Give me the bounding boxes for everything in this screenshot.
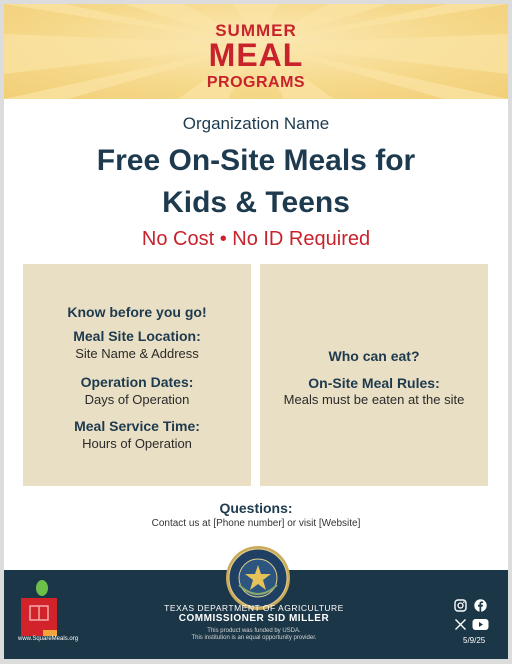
agency-name: TEXAS DEPARTMENT OF AGRICULTURE: [164, 603, 344, 613]
subtitle: No Cost • No ID Required: [141, 228, 371, 250]
funding-statement: This product was funded by USDA.: [207, 628, 301, 634]
organization-name: Organization Name: [182, 114, 330, 133]
x-icon[interactable]: [454, 618, 467, 631]
facebook-icon[interactable]: [474, 599, 487, 612]
rules-label: On-Site Meal Rules:: [308, 375, 440, 391]
rules-value: Meals must be eaten at the site: [283, 392, 465, 407]
page-title-line1: Free On-Site Meals for: [96, 144, 416, 177]
commissioner-name: COMMISSIONER SID MILLER: [178, 613, 330, 624]
panel-heading: Know before you go!: [67, 304, 207, 320]
tda-seal-icon: [225, 545, 291, 611]
squaremeals-logo: [18, 578, 62, 638]
youtube-icon[interactable]: [472, 618, 489, 631]
location-value: Site Name & Address: [75, 346, 199, 361]
logo-meal: MEAL: [208, 37, 304, 73]
time-value: Hours of Operation: [82, 436, 192, 451]
date-label: 5/9/25: [463, 636, 486, 645]
equal-opportunity-statement: This institution is an equal opportunity provider.: [191, 635, 317, 641]
dates-label: Operation Dates:: [80, 374, 194, 390]
logo-programs: PROGRAMS: [206, 74, 306, 91]
header-banner: [4, 4, 508, 99]
dates-value: Days of Operation: [84, 392, 190, 407]
panel-heading: Who can eat?: [328, 348, 420, 364]
flyer-page: [4, 4, 508, 659]
logo-summer: SUMMER: [215, 21, 297, 40]
info-panel-right: [260, 264, 488, 486]
instagram-icon[interactable]: [454, 599, 467, 612]
questions-heading: Questions:: [219, 500, 293, 516]
info-panel-left: [23, 264, 251, 486]
page-title-line2: Kids & Teens: [162, 186, 350, 219]
location-label: Meal Site Location:: [73, 328, 201, 344]
time-label: Meal Service Time:: [74, 418, 200, 434]
contact-text: Contact us at [Phone number] or visit [Website]: [151, 518, 361, 529]
squaremeals-url[interactable]: www.SquareMeals.org: [18, 636, 79, 642]
